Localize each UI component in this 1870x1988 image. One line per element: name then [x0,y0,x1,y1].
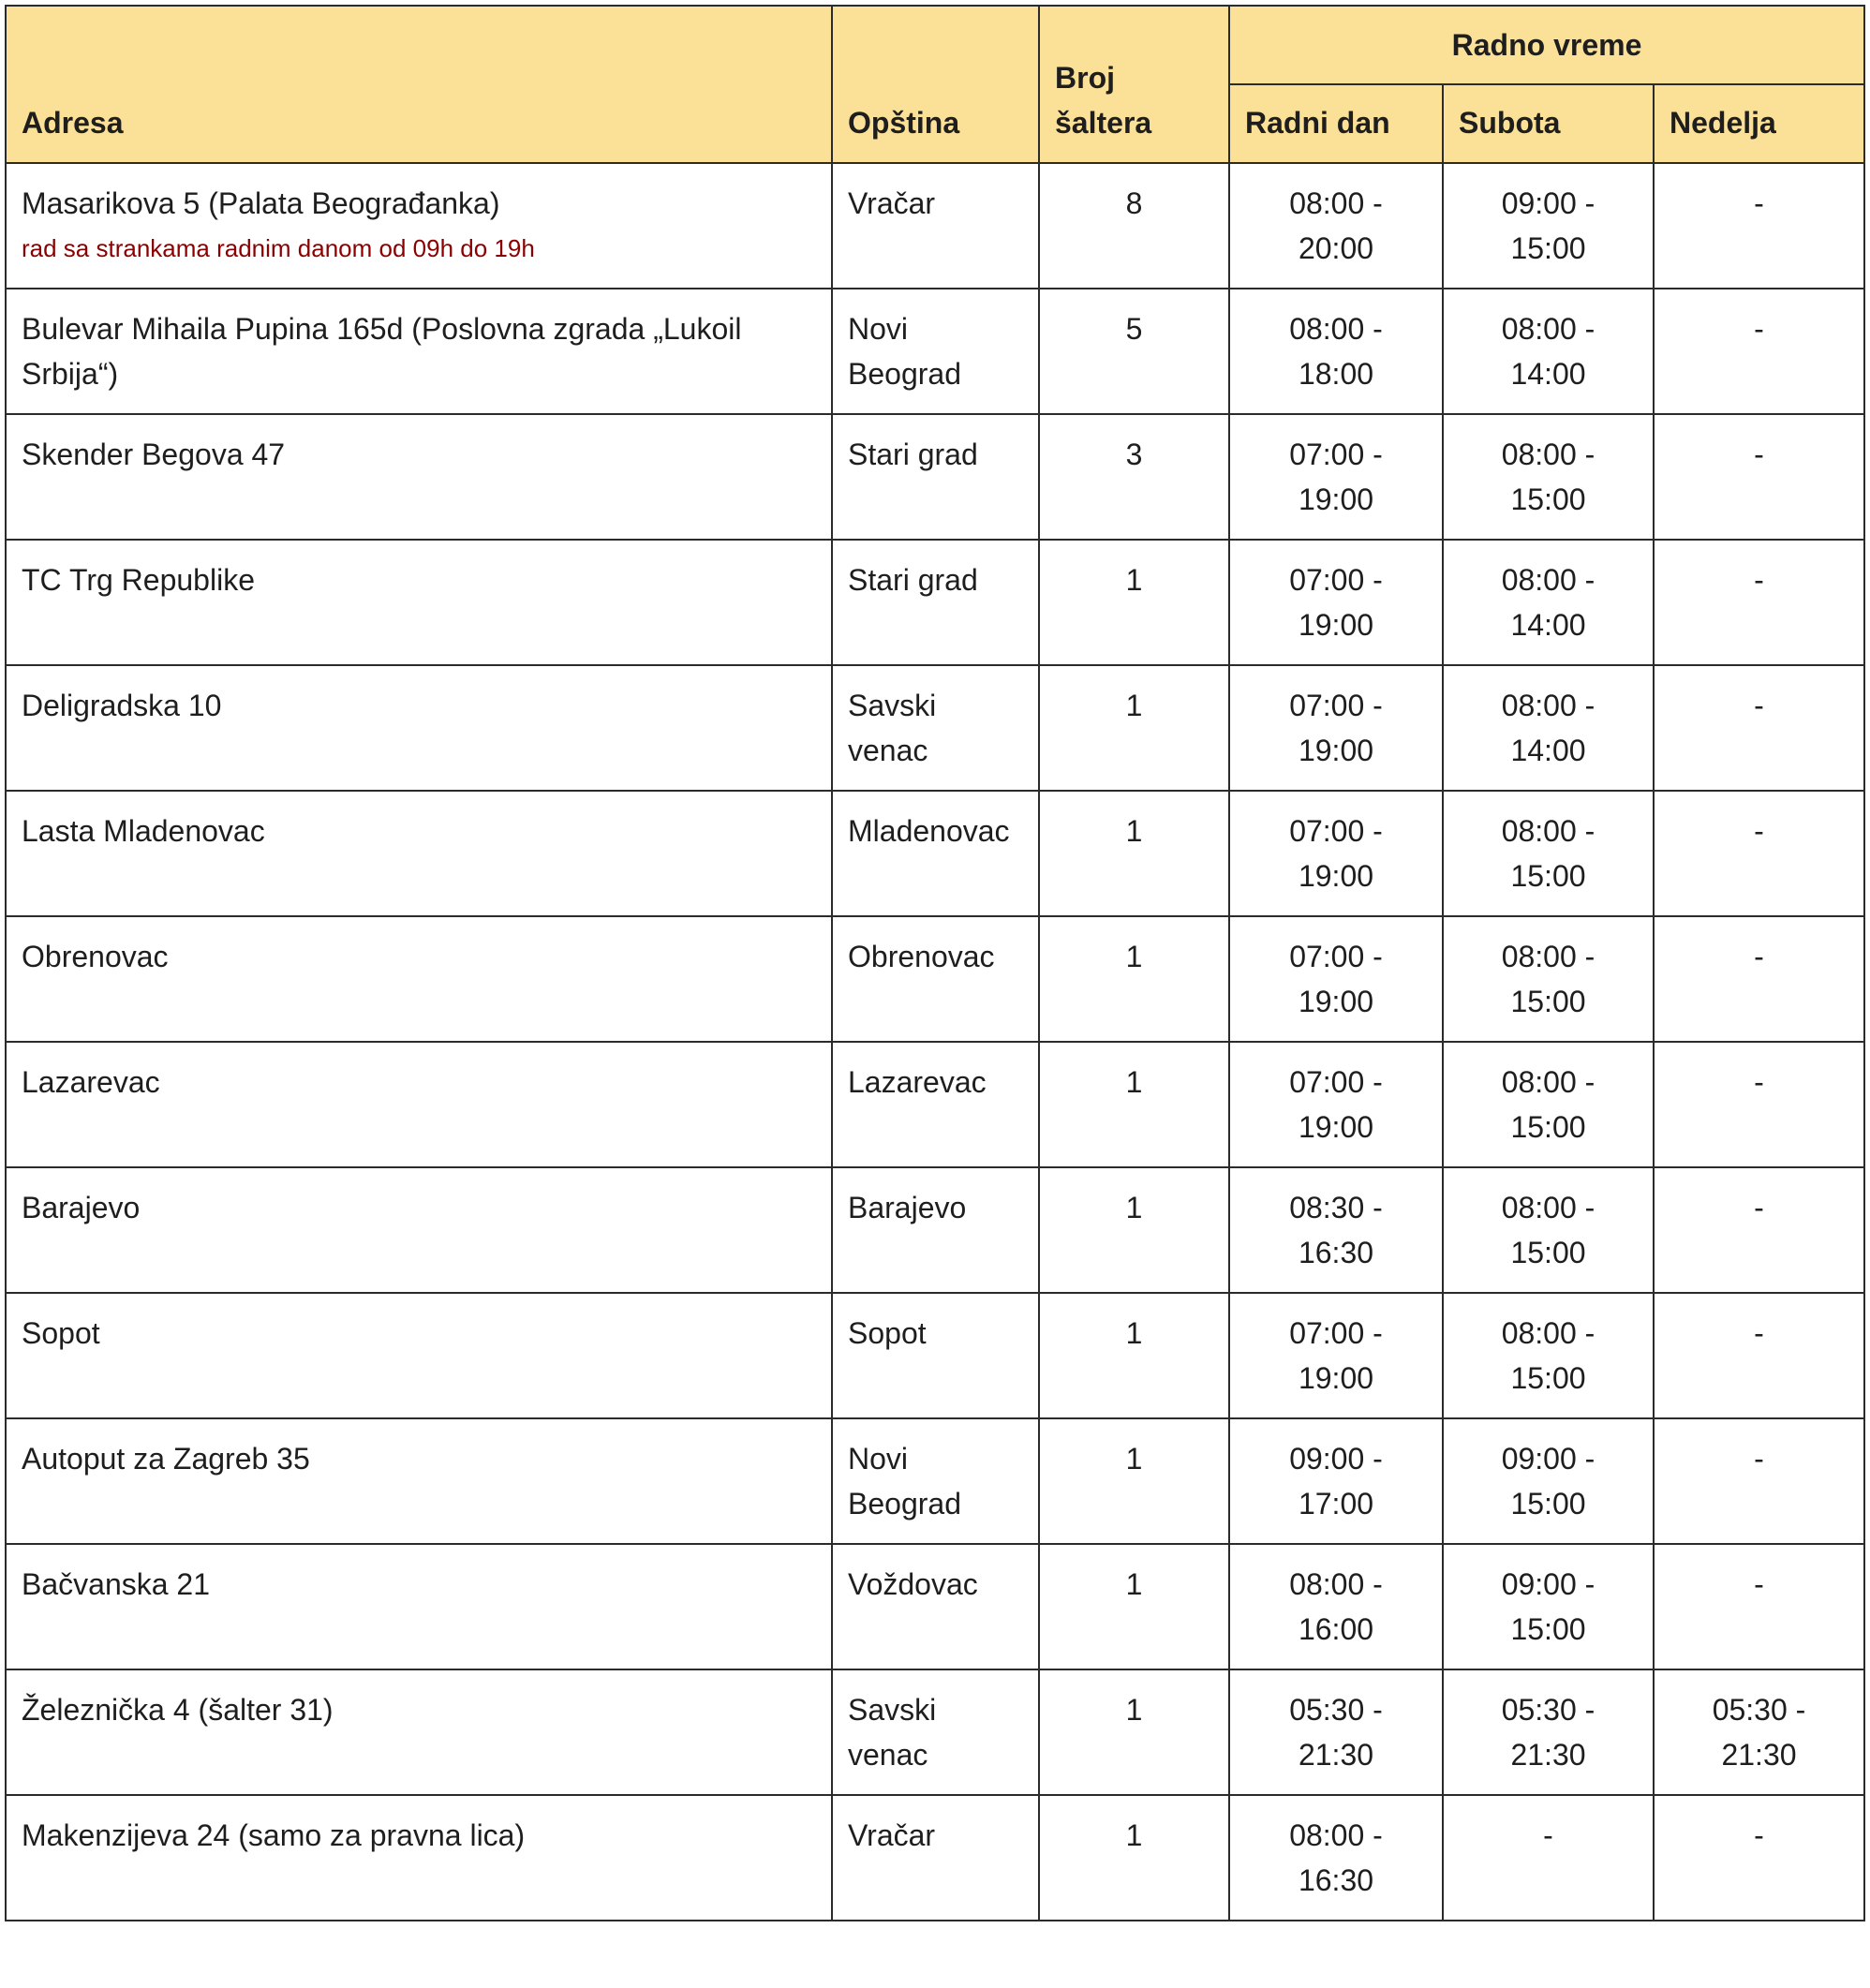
address-text: Obrenovac [22,940,169,973]
cell-broj-saltera: 1 [1039,1418,1229,1544]
time-value: 21:30 [1721,1738,1797,1772]
cell-broj-saltera: 8 [1039,163,1229,289]
time-value: 07:00 - [1289,438,1383,471]
address-text: Masarikova 5 (Palata Beograđanka) [22,186,500,220]
branch-table-container [5,5,1865,1921]
time-value: - [1754,814,1764,848]
cell-subota [1443,1042,1654,1167]
time-value: 14:00 [1510,357,1586,391]
time-value: 21:30 [1510,1738,1586,1772]
table-row [6,540,1864,665]
cell-nedelja [1654,1042,1864,1167]
address-note: rad sa strankama radnim danom od 09h do 19h [22,234,535,262]
cell-nedelja [1654,665,1864,791]
address-text: Lazarevac [22,1065,160,1099]
cell-broj-saltera: 1 [1039,540,1229,665]
cell-subota [1443,1418,1654,1544]
cell-adresa [6,1669,832,1795]
time-value: 16:30 [1298,1236,1374,1269]
cell-broj-saltera: 1 [1039,1669,1229,1795]
cell-subota [1443,1293,1654,1418]
time-value: 08:00 - [1501,1316,1595,1350]
time-value: 08:00 - [1501,312,1595,346]
address-text: TC Trg Republike [22,563,255,597]
time-value: 08:00 - [1501,1065,1595,1099]
cell-subota [1443,665,1654,791]
cell-adresa [6,163,832,289]
time-value: - [1754,940,1764,973]
table-row [6,1795,1864,1921]
cell-broj-saltera: 1 [1039,1795,1229,1921]
time-value: 15:00 [1510,1110,1586,1144]
cell-subota [1443,540,1654,665]
cell-broj-saltera: 1 [1039,1544,1229,1669]
time-value: - [1754,312,1764,346]
time-value: 17:00 [1298,1487,1374,1521]
time-value: 15:00 [1510,1361,1586,1395]
address-text: Sopot [22,1316,100,1350]
cell-radni-dan [1229,1167,1443,1293]
cell-radni-dan [1229,791,1443,916]
cell-adresa [6,1418,832,1544]
cell-opstina: Stari grad [832,414,1039,540]
time-value: 15:00 [1510,482,1586,516]
cell-nedelja [1654,414,1864,540]
time-value: 16:00 [1298,1612,1374,1646]
cell-radni-dan [1229,665,1443,791]
cell-nedelja [1654,540,1864,665]
time-value: - [1754,438,1764,471]
address-text: Deligradska 10 [22,689,222,722]
table-header [6,6,1864,163]
time-value: 19:00 [1298,985,1374,1018]
cell-radni-dan [1229,1544,1443,1669]
time-value: 09:00 - [1501,186,1595,220]
time-value: 08:00 - [1289,186,1383,220]
cell-adresa [6,1795,832,1921]
time-value: 08:00 - [1501,563,1595,597]
cell-adresa [6,916,832,1042]
cell-radni-dan [1229,540,1443,665]
table-row [6,1293,1864,1418]
time-value: 08:00 - [1289,1818,1383,1852]
cell-nedelja [1654,289,1864,414]
time-value: 05:30 - [1501,1693,1595,1727]
cell-adresa [6,1293,832,1418]
cell-opstina: Obrenovac [832,916,1039,1042]
table-body [6,163,1864,1921]
cell-opstina: Savski venac [832,665,1039,791]
header-radno-vreme: Radno vreme [1229,6,1864,84]
header-radni-dan: Radni dan [1229,84,1443,163]
time-value: - [1543,1818,1553,1852]
table-row [6,414,1864,540]
cell-radni-dan [1229,1418,1443,1544]
cell-opstina: Barajevo [832,1167,1039,1293]
time-value: 16:30 [1298,1863,1374,1897]
cell-nedelja [1654,916,1864,1042]
header-subota: Subota [1443,84,1654,163]
address-text: Lasta Mladenovac [22,814,265,848]
table-row [6,1418,1864,1544]
cell-subota [1443,163,1654,289]
address-text: Železnička 4 (šalter 31) [22,1693,334,1727]
cell-nedelja [1654,1293,1864,1418]
cell-subota [1443,414,1654,540]
time-value: 09:00 - [1501,1442,1595,1476]
table-row [6,916,1864,1042]
time-value: 14:00 [1510,734,1586,767]
time-value: 07:00 - [1289,1065,1383,1099]
cell-subota [1443,1795,1654,1921]
cell-adresa [6,1042,832,1167]
cell-radni-dan [1229,1042,1443,1167]
time-value: 15:00 [1510,985,1586,1018]
time-value: 19:00 [1298,734,1374,767]
time-value: 08:00 - [1289,1567,1383,1601]
cell-adresa [6,1544,832,1669]
header-opstina: Opština [832,6,1039,163]
address-text: Skender Begova 47 [22,438,286,471]
cell-opstina: Stari grad [832,540,1039,665]
address-text: Autoput za Zagreb 35 [22,1442,310,1476]
cell-radni-dan [1229,1293,1443,1418]
time-value: 15:00 [1510,1487,1586,1521]
cell-opstina: Novi Beograd [832,1418,1039,1544]
time-value: 09:00 - [1289,1442,1383,1476]
cell-subota [1443,289,1654,414]
cell-broj-saltera: 1 [1039,916,1229,1042]
cell-radni-dan [1229,916,1443,1042]
cell-broj-saltera: 1 [1039,1167,1229,1293]
address-text: Makenzijeva 24 (samo za pravna lica) [22,1818,526,1852]
table-row [6,1669,1864,1795]
table-row [6,289,1864,414]
cell-broj-saltera: 1 [1039,1042,1229,1167]
time-value: 08:00 - [1501,438,1595,471]
cell-broj-saltera: 1 [1039,791,1229,916]
cell-nedelja [1654,163,1864,289]
time-value: - [1754,563,1764,597]
time-value: - [1754,1442,1764,1476]
address-text: Bačvanska 21 [22,1567,211,1601]
cell-opstina: Savski venac [832,1669,1039,1795]
time-value: 19:00 [1298,1361,1374,1395]
time-value: 08:00 - [1501,814,1595,848]
time-value: 08:30 - [1289,1191,1383,1224]
time-value: 08:00 - [1289,312,1383,346]
cell-opstina: Mladenovac [832,791,1039,916]
cell-subota [1443,916,1654,1042]
time-value: 15:00 [1510,1612,1586,1646]
cell-opstina: Novi Beograd [832,289,1039,414]
time-value: - [1754,689,1764,722]
header-adresa: Adresa [6,6,832,163]
time-value: 07:00 - [1289,1316,1383,1350]
cell-nedelja [1654,1418,1864,1544]
cell-opstina: Vračar [832,163,1039,289]
header-nedelja: Nedelja [1654,84,1864,163]
address-text: Barajevo [22,1191,141,1224]
time-value: 07:00 - [1289,814,1383,848]
header-broj-saltera: Broj šaltera [1039,6,1229,163]
cell-subota [1443,1669,1654,1795]
cell-nedelja [1654,1669,1864,1795]
cell-radni-dan [1229,289,1443,414]
time-value: 07:00 - [1289,940,1383,973]
time-value: 19:00 [1298,608,1374,642]
cell-subota [1443,1544,1654,1669]
cell-adresa [6,414,832,540]
cell-subota [1443,791,1654,916]
cell-nedelja [1654,1795,1864,1921]
table-row [6,1167,1864,1293]
cell-broj-saltera: 3 [1039,414,1229,540]
time-value: 07:00 - [1289,689,1383,722]
cell-subota [1443,1167,1654,1293]
cell-radni-dan [1229,1669,1443,1795]
cell-nedelja [1654,1544,1864,1669]
time-value: 20:00 [1298,231,1374,265]
cell-opstina: Vračar [832,1795,1039,1921]
time-value: - [1754,1567,1764,1601]
time-value: - [1754,1818,1764,1852]
time-value: 19:00 [1298,1110,1374,1144]
time-value: 19:00 [1298,859,1374,893]
cell-adresa [6,1167,832,1293]
cell-adresa [6,665,832,791]
table-row [6,791,1864,916]
time-value: 21:30 [1298,1738,1374,1772]
cell-broj-saltera: 1 [1039,665,1229,791]
time-value: 08:00 - [1501,940,1595,973]
table-row [6,1544,1864,1669]
cell-broj-saltera: 1 [1039,1293,1229,1418]
time-value: - [1754,1191,1764,1224]
branch-hours-table [5,5,1865,1921]
address-text: Bulevar Mihaila Pupina 165d (Poslovna zgrada „Lukoil Srbija“) [22,312,742,391]
cell-adresa [6,289,832,414]
table-row [6,1042,1864,1167]
cell-nedelja [1654,1167,1864,1293]
time-value: 15:00 [1510,859,1586,893]
time-value: 09:00 - [1501,1567,1595,1601]
time-value: 15:00 [1510,231,1586,265]
time-value: - [1754,1065,1764,1099]
cell-opstina: Sopot [832,1293,1039,1418]
time-value: 08:00 - [1501,689,1595,722]
time-value: 18:00 [1298,357,1374,391]
cell-nedelja [1654,791,1864,916]
time-value: 14:00 [1510,608,1586,642]
time-value: - [1754,186,1764,220]
time-value: - [1754,1316,1764,1350]
cell-adresa [6,540,832,665]
time-value: 07:00 - [1289,563,1383,597]
cell-radni-dan [1229,414,1443,540]
table-row [6,163,1864,289]
time-value: 05:30 - [1712,1693,1806,1727]
time-value: 15:00 [1510,1236,1586,1269]
time-value: 08:00 - [1501,1191,1595,1224]
table-row [6,665,1864,791]
cell-adresa [6,791,832,916]
cell-radni-dan [1229,163,1443,289]
cell-opstina: Lazarevac [832,1042,1039,1167]
time-value: 05:30 - [1289,1693,1383,1727]
cell-opstina: Voždovac [832,1544,1039,1669]
time-value: 19:00 [1298,482,1374,516]
cell-broj-saltera: 5 [1039,289,1229,414]
cell-radni-dan [1229,1795,1443,1921]
